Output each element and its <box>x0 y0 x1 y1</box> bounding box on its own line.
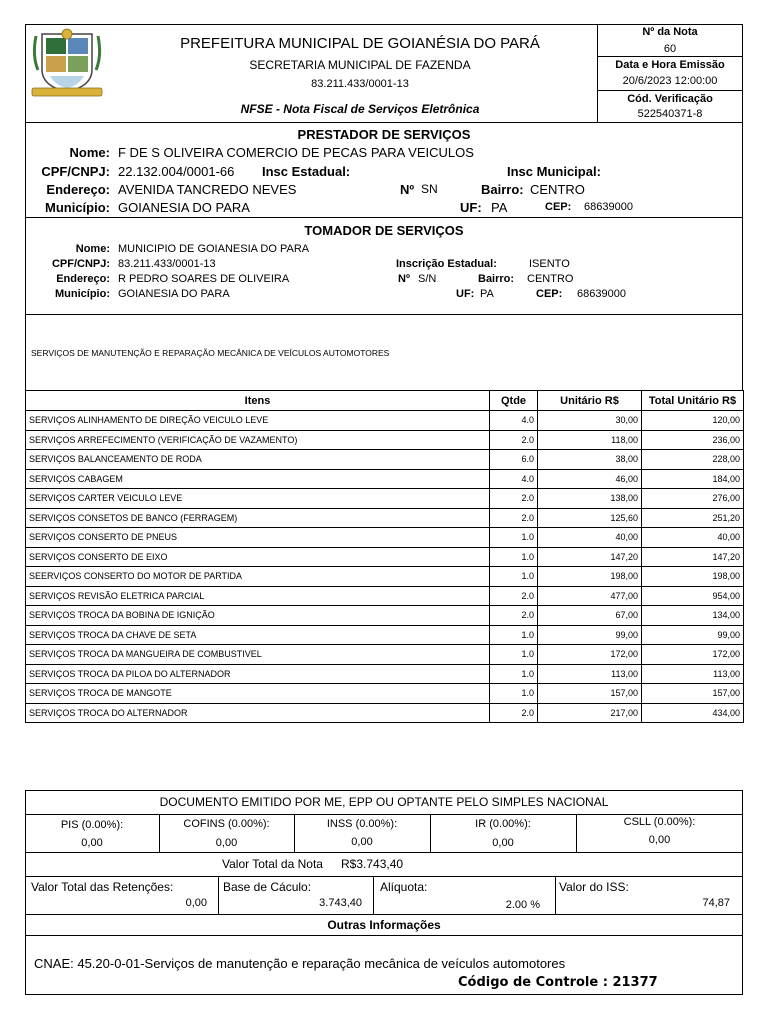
item-total: 954,00 <box>642 586 744 606</box>
items-header-row <box>26 391 744 411</box>
item-unit-price: 138,00 <box>538 489 642 509</box>
item-name: SERVIÇOS CABAGEM <box>26 469 490 489</box>
cofins-value: 0,00 <box>215 837 238 849</box>
prestador-insc-estadual-label: Insc Estadual: <box>262 164 351 179</box>
item-total: 276,00 <box>642 489 744 509</box>
tomador-cep-label: CEP: <box>536 288 563 300</box>
aliquota-value: 2.00 % <box>505 899 540 911</box>
tomador-nome: MUNICIPIO DE GOIANESIA DO PARA <box>118 243 310 255</box>
retencoes-value: 0,00 <box>185 897 207 909</box>
table-row <box>26 684 744 704</box>
tomador-cep: 68639000 <box>577 288 626 300</box>
item-name: SERVIÇOS CARTER VEICULO LEVE <box>26 489 490 509</box>
item-qty: 2.0 <box>490 489 538 509</box>
col-header-unitario: Unitário R$ <box>538 391 642 411</box>
item-total: 236,00 <box>642 430 744 450</box>
ir-value: 0,00 <box>492 837 514 849</box>
item-unit-price: 38,00 <box>538 450 642 470</box>
item-unit-price: 125,60 <box>538 508 642 528</box>
prestador-cep: 68639000 <box>584 201 633 213</box>
prestador-nome: F DE S OLIVEIRA COMERCIO DE PECAS PARA VEICULOS <box>118 145 474 160</box>
iss-value: 74,87 <box>702 897 730 909</box>
tomador-municipio-label: Município: <box>55 288 110 300</box>
table-row <box>26 489 744 509</box>
table-row <box>26 528 744 548</box>
item-unit-price: 198,00 <box>538 567 642 587</box>
item-qty: 1.0 <box>490 645 538 665</box>
tomador-municipio: GOIANESIA DO PARA <box>118 288 230 300</box>
table-row <box>26 547 744 567</box>
item-qty: 1.0 <box>490 567 538 587</box>
base-calculo-value: 3.743,40 <box>319 897 362 909</box>
item-unit-price: 113,00 <box>538 664 642 684</box>
table-row <box>26 664 744 684</box>
item-qty: 1.0 <box>490 625 538 645</box>
col-header-itens: Itens <box>26 391 490 411</box>
item-name: SERVIÇOS TROCA DA BOBINA DE IGNIÇÃO <box>26 606 490 626</box>
summary-rule-4 <box>25 914 743 915</box>
item-qty: 2.0 <box>490 703 538 723</box>
retencoes-label: Valor Total das Retenções: <box>31 880 174 894</box>
item-unit-price: 477,00 <box>538 586 642 606</box>
prestador-endereco: AVENIDA TANCREDO NEVES <box>118 182 297 197</box>
base-calculo-label: Base de Cáculo: <box>223 880 312 894</box>
emission-date-value: 20/6/2023 12:00:00 <box>622 75 718 87</box>
iss-label: Valor do ISS: <box>559 880 629 894</box>
valor-total-value: R$3.743,40 <box>341 857 404 871</box>
item-unit-price: 157,00 <box>538 684 642 704</box>
item-unit-price: 217,00 <box>538 703 642 723</box>
item-qty: 2.0 <box>490 606 538 626</box>
item-total: 228,00 <box>642 450 744 470</box>
prestador-uf: PA <box>491 200 508 215</box>
header-title: PREFEITURA MUNICIPAL DE GOIANÉSIA DO PARÁ <box>180 35 540 52</box>
tomador-title: TOMADOR DE SERVIÇOS <box>304 223 464 238</box>
item-name: SERVIÇOS TROCA DA CHAVE DE SETA <box>26 625 490 645</box>
tomador-uf-label: UF: <box>456 288 475 300</box>
item-name: SERVIÇOS TROCA DA MANGUEIRA DE COMBUSTIVEL <box>26 645 490 665</box>
item-name: SERVIÇOS CONSETOS DE BANCO (FERRAGEM) <box>26 508 490 528</box>
prestador-bairro: CENTRO <box>530 182 585 197</box>
item-qty: 1.0 <box>490 547 538 567</box>
item-name: SEERVIÇOS CONSERTO DO MOTOR DE PARTIDA <box>26 567 490 587</box>
tomador-endereco-label: Endereço: <box>56 273 110 285</box>
prestador-bairro-label: Bairro: <box>481 182 524 197</box>
table-row <box>26 625 744 645</box>
header-rule-2 <box>597 90 743 91</box>
item-unit-price: 40,00 <box>538 528 642 548</box>
item-unit-price: 30,00 <box>538 411 642 431</box>
item-total: 198,00 <box>642 567 744 587</box>
ret-divider-3 <box>555 876 556 914</box>
pis-label: PIS (0.00%): <box>60 819 124 831</box>
table-row <box>26 567 744 587</box>
pis-value: 0,00 <box>81 837 103 849</box>
prestador-numero: SN <box>421 182 438 196</box>
item-qty: 4.0 <box>490 411 538 431</box>
item-qty: 1.0 <box>490 684 538 704</box>
inss-value: 0,00 <box>351 836 373 848</box>
verification-code-value: 522540371-8 <box>637 108 703 120</box>
item-total: 113,00 <box>642 664 744 684</box>
summary-rule-3 <box>25 876 743 877</box>
table-row <box>26 703 744 723</box>
items-table <box>25 390 744 723</box>
prestador-uf-label: UF: <box>460 200 482 215</box>
item-total: 184,00 <box>642 469 744 489</box>
nota-number-label: Nº da Nota <box>642 26 698 38</box>
tomador-endereco: R PEDRO SOARES DE OLIVEIRA <box>118 273 290 285</box>
service-description: SERVIÇOS DE MANUTENÇÃO E REPARAÇÃO MECÂNICA DE VEÍCULOS AUTOMOTORES <box>31 348 390 358</box>
item-total: 157,00 <box>642 684 744 704</box>
cnae-info: CNAE: 45.20-0-01-Serviços de manutenção e reparação mecânica de veículos automotores <box>34 956 566 971</box>
item-qty: 2.0 <box>490 508 538 528</box>
item-total: 172,00 <box>642 645 744 665</box>
table-row <box>26 411 744 431</box>
prestador-municipio-label: Município: <box>45 200 110 215</box>
summary-rule-5 <box>25 935 743 936</box>
outras-informacoes-label: Outras Informações <box>327 918 441 932</box>
item-unit-price: 67,00 <box>538 606 642 626</box>
prestador-nome-label: Nome: <box>69 145 110 160</box>
emission-date-label: Data e Hora Emissão <box>615 59 725 71</box>
item-qty: 1.0 <box>490 664 538 684</box>
table-row <box>26 606 744 626</box>
tomador-bairro: CENTRO <box>527 273 574 285</box>
item-total: 434,00 <box>642 703 744 723</box>
item-name: SERVIÇOS TROCA DA PILOA DO ALTERNADOR <box>26 664 490 684</box>
inss-label: INSS (0.00%): <box>326 818 398 830</box>
ret-divider-1 <box>218 876 219 914</box>
ir-label: IR (0.00%): <box>475 818 531 830</box>
aliquota-label: Alíquota: <box>380 880 428 894</box>
item-qty: 1.0 <box>490 528 538 548</box>
tomador-insc-estadual-label: Inscrição Estadual: <box>396 258 497 270</box>
table-row <box>26 586 744 606</box>
cofins-label: COFINS (0.00%): <box>183 818 270 830</box>
tomador-numero: S/N <box>418 273 437 285</box>
tomador-insc-estadual: ISENTO <box>529 258 570 270</box>
item-qty: 6.0 <box>490 450 538 470</box>
item-unit-price: 99,00 <box>538 625 642 645</box>
item-qty: 4.0 <box>490 469 538 489</box>
item-total: 134,00 <box>642 606 744 626</box>
item-name: SERVIÇOS BALANCEAMENTO DE RODA <box>26 450 490 470</box>
header-cnpj: 83.211.433/0001-13 <box>311 78 409 90</box>
csll-label: CSLL (0.00%): <box>623 816 696 828</box>
table-row <box>26 450 744 470</box>
item-total: 251,20 <box>642 508 744 528</box>
header-doc-type: NFSE - Nota Fiscal de Serviços Eletrônica <box>240 102 480 116</box>
municipal-crest-icon <box>28 26 106 104</box>
item-unit-price: 172,00 <box>538 645 642 665</box>
tomador-uf: PA <box>480 288 494 300</box>
prestador-cpf: 22.132.004/0001-66 <box>118 164 235 179</box>
item-name: SERVIÇOS TROCA DO ALTERNADOR <box>26 703 490 723</box>
item-name: SERVIÇOS ARREFECIMENTO (VERIFICAÇÃO DE VAZAMENTO) <box>26 430 490 450</box>
item-name: SERVIÇOS REVISÃO ELETRICA PARCIAL <box>26 586 490 606</box>
ret-divider-2 <box>373 876 374 914</box>
item-name: SERVIÇOS ALINHAMENTO DE DIREÇÃO VEICULO LEVE <box>26 411 490 431</box>
col-header-total: Total Unitário R$ <box>642 391 744 411</box>
item-qty: 2.0 <box>490 586 538 606</box>
csll-value: 0,00 <box>648 834 671 846</box>
codigo-controle: Código de Controle : 21377 <box>458 975 658 990</box>
prestador-endereco-label: Endereço: <box>46 182 110 197</box>
table-row <box>26 430 744 450</box>
item-qty: 2.0 <box>490 430 538 450</box>
prestador-insc-municipal-label: Insc Municipal: <box>507 164 601 179</box>
summary-rule-1 <box>25 814 743 815</box>
item-unit-price: 147,20 <box>538 547 642 567</box>
valor-total-label: Valor Total da Nota <box>222 857 323 871</box>
table-row <box>26 508 744 528</box>
item-total: 40,00 <box>642 528 744 548</box>
summary-rule-2 <box>25 852 743 853</box>
tomador-cpf: 83.211.433/0001-13 <box>118 258 216 270</box>
prestador-cep-label: CEP: <box>545 201 572 213</box>
prestador-title: PRESTADOR DE SERVIÇOS <box>297 127 471 142</box>
table-row <box>26 469 744 489</box>
simples-notice: DOCUMENTO EMITIDO POR ME, EPP OU OPTANTE PELO SIMPLES NACIONAL <box>159 795 609 809</box>
item-total: 147,20 <box>642 547 744 567</box>
item-name: SERVIÇOS CONSERTO DE PNEUS <box>26 528 490 548</box>
item-unit-price: 118,00 <box>538 430 642 450</box>
verification-code-label: Cód. Verificação <box>627 93 713 105</box>
tomador-numero-label: Nº <box>398 273 410 285</box>
col-header-qtde: Qtde <box>490 391 538 411</box>
nota-number-value: 60 <box>663 43 677 55</box>
tomador-cpf-label: CPF/CNPJ: <box>51 258 110 270</box>
item-total: 120,00 <box>642 411 744 431</box>
header-secretaria: SECRETARIA MUNICIPAL DE FAZENDA <box>249 58 471 72</box>
item-total: 99,00 <box>642 625 744 645</box>
header-rule-1 <box>597 56 743 57</box>
prestador-municipio: GOIANESIA DO PARA <box>118 200 250 215</box>
prestador-cpf-label: CPF/CNPJ: <box>41 164 110 179</box>
item-name: SERVIÇOS CONSERTO DE EIXO <box>26 547 490 567</box>
item-name: SERVIÇOS TROCA DE MANGOTE <box>26 684 490 704</box>
item-unit-price: 46,00 <box>538 469 642 489</box>
prestador-numero-label: Nº <box>400 182 415 197</box>
tomador-nome-label: Nome: <box>75 243 110 255</box>
table-row <box>26 645 744 665</box>
tomador-bairro-label: Bairro: <box>478 273 515 285</box>
